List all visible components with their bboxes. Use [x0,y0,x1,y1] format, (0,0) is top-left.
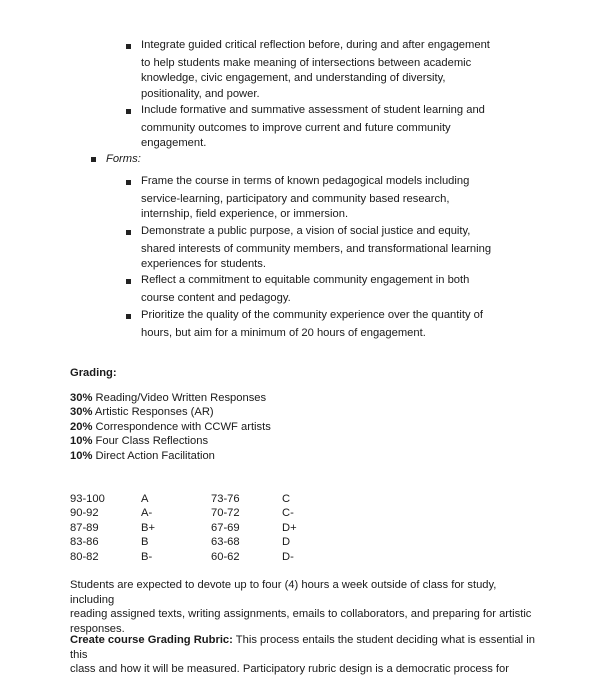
square-bullet-icon [126,230,131,235]
forms-bullet-public-purpose: Demonstrate a public purpose, a vision of social justice and equity, shared interests of community members, and transformational learning experiences for students. [141,224,491,273]
square-bullet-icon [126,109,131,114]
sub-bullet-reflection: Integrate guided critical reflection before, during and after engagement to help students make meaning of intersections between academic knowledge, civic engagement, and understanding of diversity, positionality, and power. [141,38,490,102]
sub-bullet-assessment: Include formative and summative assessment of student learning and community outcomes to improve current and future community engagement. [141,103,485,152]
forms-bullet-equitable-engagement: Reflect a commitment to equitable community engagement in both course content and pedagogy. [141,273,469,306]
square-bullet-icon [126,44,131,49]
square-bullet-icon [126,279,131,284]
document-page: Integrate guided critical reflection before, during and after engagement to help students make meaning of intersections between academic knowledge, civic engagement, and understanding of diversity, positionality, and power. Include formative and summative assessment of student learning and community outcomes to improve current and future community engagement. Forms: Frame the course in terms of known pedagogical models including service-learning, participatory and community based research, internship, field experience, or immersion. Demonstrate a public purpose, a vision of social justice and equity, shared interests of community members, and transformational learning experiences for students. Reflect a commitment to equitable community engagement in both course content and pedagogy. Prioritize the quality of the community experience over the quantity of hours, but aim for a minimum of 20 hours of engagement. Grading: 30% Reading/Video Written Responses 30% Artistic Responses (AR) 20% Correspondence with CCWF artists 10% Four Class Reflections 10% Direct Action Facilitation 93-100 A 73-76 C 90-92 A- 70-72 C- 87-89 B+ 67-69 D+ 83-86 B 63-68 D 80-82 B- 60-62 D- Students are expected to devote up to four (4) hours a week outside of class for study, including reading assigned texts, writing assignments, emails to collaborators, and preparing for artistic responses. Create course Grading Rubric: This process entails the student deciding what is essential in this class and how it will be measured. Participatory rubric design is a democratic process for [0,0,600,689]
square-bullet-icon [91,157,96,162]
forms-bullet-quality-hours: Prioritize the quality of the community experience over the quantity of hours, but aim for a minimum of 20 hours of engagement. [141,308,483,341]
rubric-paragraph: Create course Grading Rubric: This process entails the student deciding what is essential in this class and how it will be measured. Participatory rubric design is a democratic process for [70,634,535,676]
grading-weight-row: 10% Four Class Reflections [70,435,209,448]
forms-heading: Forms: [106,152,141,167]
grading-weight-row: 30% Artistic Responses (AR) [70,406,214,419]
grading-weight-row: 10% Direct Action Facilitation [70,449,215,462]
grading-weight-row: 30% Reading/Video Written Responses [70,392,267,404]
square-bullet-icon [126,314,131,319]
grading-weights-list [70,391,271,463]
grading-heading: Grading: [70,367,117,379]
workload-paragraph: Students are expected to devote up to four (4) hours a week outside of class for study, including reading assigned texts, writing assignments, emails to collaborators, and preparing for artistic responses. [70,579,532,635]
square-bullet-icon [126,180,131,185]
rubric-lead: Create course Grading Rubric: [70,634,233,646]
grading-weight-row: 20% Correspondence with CCWF artists [70,420,271,433]
forms-bullet-pedagogical-models: Frame the course in terms of known pedagogical models including service-learning, participatory and community based research, internship, field experience, or immersion. [141,174,469,223]
